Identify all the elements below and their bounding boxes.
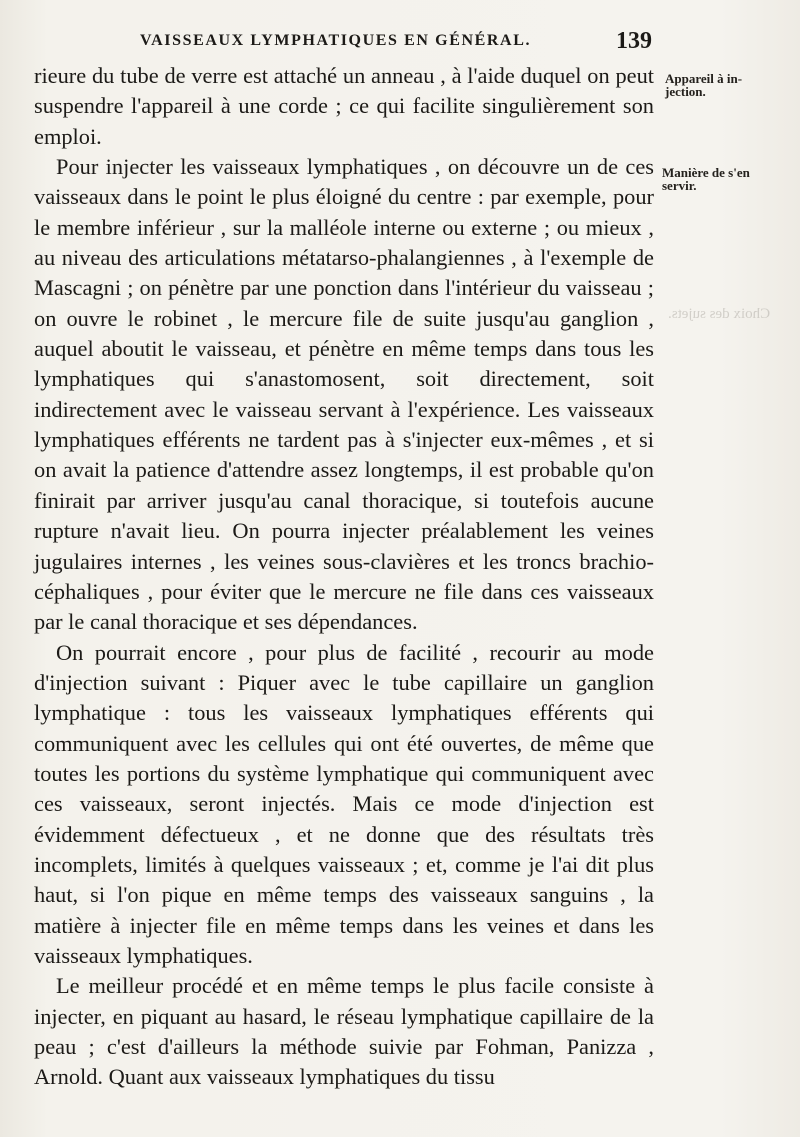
margin-note-usage: Manière de s'en servir. <box>662 165 750 193</box>
running-header <box>140 30 652 56</box>
running-title: VAISSEAUX LYMPHATIQUES EN GÉNÉRAL. <box>140 32 532 49</box>
margin-note-apparatus: Appareil à in- jection. <box>665 71 743 99</box>
paragraph-injection-method: Pour injecter les vaisseaux lymphatiques , on découvre un de ces vaisseaux dans le point le plus éloigné du centre : par exemple, pour le membre inférieur , sur la malléole interne ou externe ; ou mieux , au niveau des articulations métatarso-phalangiennes , à l'exemple de Mascagni ; on pénètre par une ponction dans l'intérieur du vaisseau ; on ouvre le robinet , le mercure file de suite jusqu'au ganglion , auquel aboutit le vaisseau, et pénètre en même temps dans tous les lymphatiques qui s'anastomosent, soit directement, soit indirectement avec le vaisseau servant à l'expérience. Les vaisseaux lymphatiques efférents ne tardent pas à s'injecter eux-mêmes , et si on avait la patience d'attendre assez longtemps, il est probable qu'on finirait par arriver jusqu'au canal thoracique, si toutefois aucune rupture n'avait lieu. On pourra injecter préalablement les veines jugulaires internes , les veines sous-clavières et les troncs brachio-céphaliques , pour éviter que le mercure ne file dans ces vaisseaux par le canal thoracique et ses dépendances. <box>34 154 654 635</box>
paragraph-alternative-method: On pourrait encore , pour plus de facilité , recourir au mode d'injection suivant : Piquer avec le tube capillaire un ganglion lymphatique : tous les vaisseaux lymphatiques efférents qui communiquent avec les cellules qui ont été ouvertes, de même que toutes les portions du système lymphatique qui communiquent avec ces vaisseaux, seront injectés. Mais ce mode d'injection est évidemment défectueux , et ne donne que des résultats très incomplets, limités à quelques vaisseaux ; et, comme je l'ai dit plus haut, si l'on pique en même temps des vaisseaux sanguins , la matière à injecter file en même temps dans les veines et dans les vaisseaux lymphatiques. <box>34 639 654 968</box>
paragraph-continuation: rieure du tube de verre est attaché un anneau , à l'aide duquel on peut suspendre l'appareil à une corde ; ce qui facilite singulièrement son emploi. <box>34 63 654 149</box>
body-text <box>34 61 654 1093</box>
paragraph-best-procedure: Le meilleur procédé et en même temps le plus facile consiste à injecter, en piquant au hasard, le réseau lymphatique capillaire de la peau ; c'est d'ailleurs la méthode suivie par Fohman, Panizza , Arnold. Quant aux vaisseaux lymphatiques du tissu <box>34 973 654 1090</box>
bleed-through-text: Choix des sujets. <box>668 306 771 322</box>
page-number: 139 <box>616 28 652 54</box>
